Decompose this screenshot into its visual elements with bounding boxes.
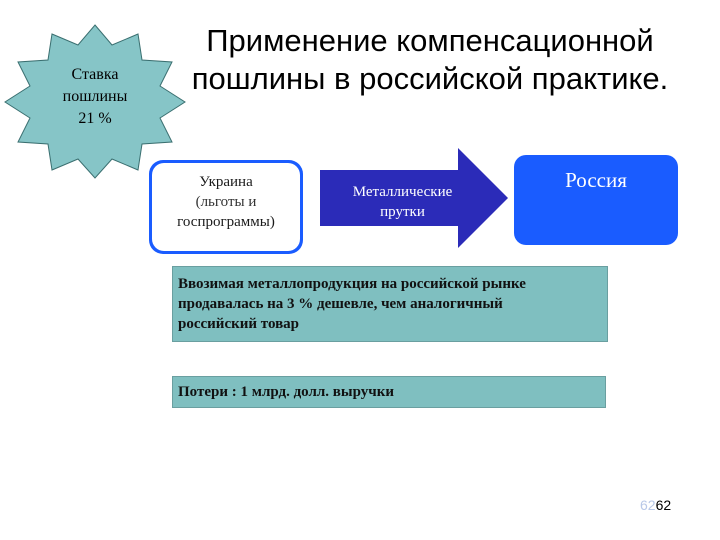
rate-badge-text	[30, 64, 160, 130]
title-line-2: пошлины в российской практике.	[191, 61, 669, 96]
badge-line-2: пошлины	[62, 88, 128, 105]
arrow-line-2: прутки	[380, 204, 425, 220]
badge-line-1: Ставка	[71, 66, 119, 83]
badge-line-3: 21 %	[78, 110, 112, 127]
price-info-line-3: российский товар	[178, 316, 300, 332]
russia-label: Россия	[565, 168, 627, 192]
ukraine-sub-2: госпрограммы)	[177, 214, 275, 230]
price-info-line-1: Ввозимая металлопродукция на российской рынке	[178, 276, 526, 292]
page-number	[640, 497, 671, 513]
arrow-text	[330, 182, 475, 222]
slide-title	[150, 22, 710, 98]
page-number-ghost: 62	[640, 497, 656, 513]
price-info-line-2: продавалась на 3 % дешевле, чем аналогичный	[178, 296, 503, 312]
ukraine-name: Украина	[199, 174, 253, 190]
ukraine-sub-1: (льготы и	[195, 194, 257, 210]
loss-info-text: Потери : 1 млрд. долл. выручки	[178, 384, 395, 400]
ukraine-box-text	[152, 172, 300, 232]
price-info-text	[178, 274, 602, 334]
arrow-line-1: Металлические	[352, 184, 453, 200]
title-line-1: Применение компенсационной	[206, 23, 654, 58]
page-number-value: 62	[655, 497, 672, 513]
